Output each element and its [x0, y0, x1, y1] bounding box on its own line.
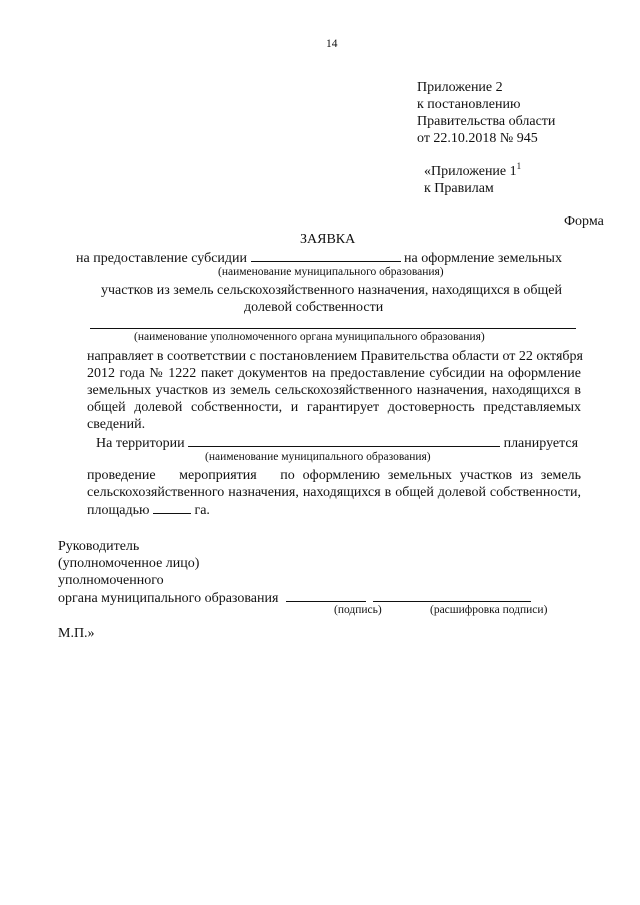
body-line-2: 2012 года № 1222 пакет документов на предоставление субсидии на оформление [87, 366, 581, 381]
territory-blank[interactable] [188, 434, 500, 447]
appendix-sub-superscript: 1 [516, 161, 522, 171]
stamp-label: М.П.» [58, 626, 95, 641]
signature-hint: (подпись) [334, 604, 382, 616]
purpose-prefix: на предоставление субсидии [76, 251, 248, 266]
territory-suffix: планируется [503, 436, 579, 451]
appendix-line-1: Приложение 2 [417, 80, 503, 95]
body-line-1: направляет в соответствии с постановлением Правительства области от 22 октября [87, 349, 583, 364]
area-line [87, 501, 210, 519]
signature-decoding-hint: (расшифровка подписи) [430, 604, 548, 616]
body-line-5: сведений. [87, 417, 146, 432]
purpose-line-2: участков из земель сельскохозяйственного назначения, находящихся в общей [101, 283, 562, 298]
signature-decoding-blank[interactable] [373, 589, 531, 602]
appendix-sub-line-1 [424, 163, 521, 181]
area-suffix: га. [194, 503, 210, 518]
territory-line-3: сельскохозяйственного назначения, находящихся в общей долевой собственности, [87, 485, 581, 500]
municipality-hint: (наименование муниципального образования) [218, 266, 444, 278]
purpose-suffix: на оформление земельных [404, 251, 562, 266]
page-number: 14 [326, 38, 338, 50]
appendix-line-4: от 22.10.2018 № 945 [417, 131, 538, 146]
territory-hint: (наименование муниципального образования) [205, 451, 431, 463]
appendix-sub-title: «Приложение 1 [424, 164, 517, 179]
authority-blank[interactable] [90, 328, 576, 329]
signature-line-1: Руководитель [58, 539, 140, 554]
signature-line-4-text: органа муниципального образования [58, 591, 279, 606]
document-title: ЗАЯВКА [300, 232, 356, 247]
territory-prefix: На территории [96, 436, 185, 451]
appendix-line-3: Правительства области [417, 114, 556, 129]
territory-line-1 [96, 434, 578, 452]
area-blank[interactable] [153, 501, 191, 514]
body-line-3: земельных участков из земель сельскохозяйственного назначения, находящихся в [87, 383, 581, 398]
form-label: Форма [564, 214, 604, 229]
appendix-line-2: к постановлению [417, 97, 521, 112]
area-prefix: площадью [87, 503, 150, 518]
appendix-sub-line-2: к Правилам [424, 181, 494, 196]
signature-line-3: уполномоченного [58, 573, 164, 588]
body-line-4: общей долевой собственности, и гарантирует достоверность представляемых [87, 400, 581, 415]
purpose-line-1 [76, 249, 562, 267]
authority-hint: (наименование уполномоченного органа муниципального образования) [134, 331, 485, 343]
signature-line-2: (уполномоченное лицо) [58, 556, 200, 571]
purpose-line-3: долевой собственности [244, 300, 384, 315]
municipality-blank[interactable] [251, 249, 401, 262]
territory-line-2: проведение мероприятия по оформлению земельных участков из земель [87, 468, 581, 483]
signature-blank[interactable] [286, 589, 366, 602]
